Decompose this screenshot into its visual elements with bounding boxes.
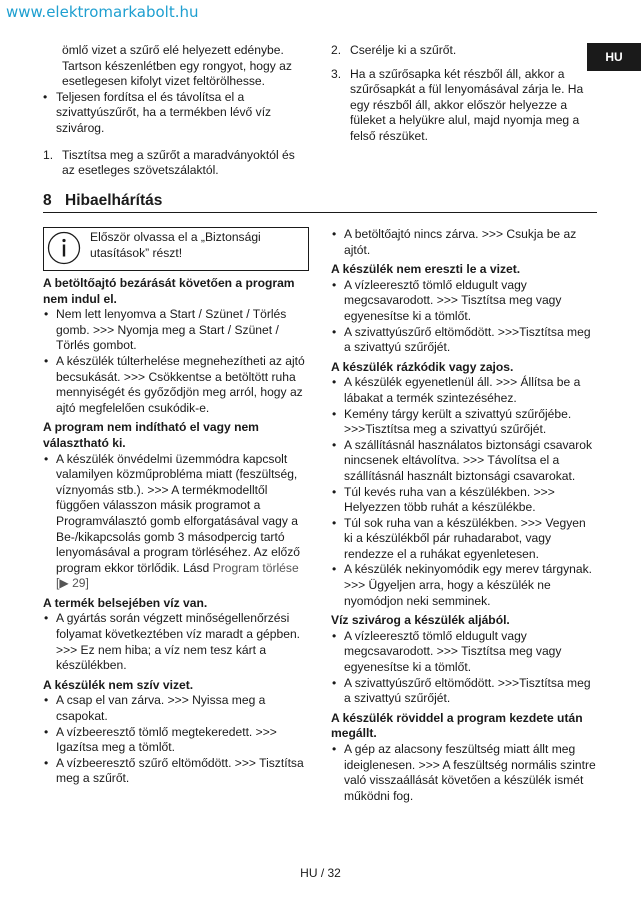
step-text: Cserélje ki a szűrőt. [350, 43, 457, 57]
top-left-column [43, 43, 309, 179]
issue-heading: A termék belsejében víz van. [43, 595, 208, 610]
page-footer: HU / 32 [300, 866, 341, 880]
list-item: • A vízbeeresztő szűrő eltömődött. >>> Tisztítsa meg a szűrőt. [43, 756, 309, 787]
info-icon [47, 231, 81, 270]
safety-notice-text: Először olvassa el a „Biztonsági utasítások” részt! [90, 230, 261, 260]
list-item: • Kemény tárgy került a szivattyú szűrőjébe. >>>Tisztítsa meg a szivattyú szűrőjét. [331, 407, 597, 438]
list-item: • A vízleeresztő tömlő eldugult vagy megcsavarodott. >>> Tisztítsa meg vagy egyenesítse ki a tömlőt. [331, 278, 597, 325]
list-item-text: A készülék önvédelmi üzemmódra kapcsolt valamilyen közműprobléma miatt (feszültség, víznyomás stb.). >>> A termékmodelltől függően válasszon másik programot a Programválasztó gomb elforgatásával vagy a Be-/kikapcsolás gomb 3 másodpercig tartó lenyomásával a program törléséhez. Az előző program ekkor törlődik. Lásd [56, 451, 301, 575]
list-item: • A készülék túlterhelése megnehezítheti az ajtó becsukását. >>> Csökkentse a betöltött ruha mennyiségét és győződjön meg arról, hogy az ajtó megfelelően csukódik-e. [43, 354, 309, 416]
page-reference-number: 29 [72, 576, 86, 591]
list-item: • A betöltőajtó nincs zárva. >>> Csukja be az ajtót. [331, 227, 597, 258]
list-item: • A gyártás során végzett minőségellenőrzési folyamat következtében víz maradt a gépben. >>> Ez nem hiba; a víz nem tesz kárt a készülékben. [43, 611, 309, 673]
step-number: 2. [331, 43, 342, 57]
list-item: • A vízbeeresztő tömlő megtekeredett. >>> Igazítsa meg a tömlőt. [43, 725, 309, 756]
list-item: • A vízleeresztő tömlő eldugult vagy megcsavarodott. >>> Tisztítsa meg vagy egyenesítse ki a tömlőt. [331, 629, 597, 676]
right-column [331, 227, 597, 804]
issue-heading: A készülék nem szív vizet. [43, 677, 194, 692]
cross-reference-link[interactable]: Program törlése [212, 560, 299, 575]
bullet-item: • Teljesen fordítsa el és távolítsa el a szivattyúszűrőt, ha a termékben lévő víz szivárog. [43, 90, 309, 137]
section-title: Hibaelhárítás [65, 192, 163, 209]
list-item: • A készülék egyenetlenül áll. >>> Állítsa be a lábakat a termék szintezéséhez. [331, 375, 597, 406]
list-item: • A csap el van zárva. >>> Nyissa meg a csapokat. [43, 693, 309, 724]
issue-list [43, 693, 309, 787]
section-heading [43, 192, 597, 213]
step-text: Ha a szűrősapka két részből áll, akkor a szűrősapkát a fül lenyomásával zárja le. Ha egy részből áll, akkor először helyezze a füleket a helyükre alul, majd nyomja meg a felső részüket. [350, 66, 584, 143]
page-reference[interactable]: [▶ 29] [56, 576, 89, 591]
issue-list [331, 742, 597, 804]
issue-list [331, 278, 597, 356]
step-text: Tisztítsa meg a szűrőt a maradványoktól és az esetleges szövetszálaktól. [62, 147, 295, 178]
step-1 [43, 148, 309, 179]
safety-notice-box [43, 227, 309, 271]
arrow-right-icon: ▶ [59, 576, 69, 591]
list-item: • Túl sok ruha van a készülékben. >>> Vegyen ki a készülékből pár ruhadarabot, vagy rendezze el a ruhákat egyenletesen. [331, 516, 597, 563]
step-2 [331, 43, 597, 59]
language-tab: HU [587, 43, 641, 71]
issue-list [331, 629, 597, 707]
continued-paragraph: ömlő vizet a szűrő elé helyezett edénybe. Tartson készenlétben egy rongyot, hogy az esetlegesen kifolyt vizet feltörölhesse. [62, 43, 292, 89]
issue-list [331, 375, 597, 609]
issue-list [331, 227, 597, 258]
section-number: 8 [43, 192, 52, 209]
issue-list [43, 611, 309, 673]
step-number: 1. [43, 147, 54, 162]
issue-heading: Víz szivárog a készülék aljából. [331, 613, 510, 628]
list-item: • A szivattyúszűrő eltömődött. >>>Tisztítsa meg a szivattyú szűrőjét. [331, 676, 597, 707]
list-item: • A szállításnál használatos biztonsági csavarok nincsenek eltávolítva. >>> Távolítsa el a szállításnál használt biztonsági csavarokat. [331, 438, 597, 485]
watermark-url[interactable]: www.elektromarkabolt.hu [6, 3, 199, 21]
issue-heading: A program nem indítható el vagy nem választható ki. [43, 420, 259, 450]
list-item: • A gép az alacsony feszültség miatt állt meg ideiglenesen. >>> A feszültség normális szintre való visszaállását követően a készülék ismét működni fog. [331, 742, 597, 804]
list-item: • Túl kevés ruha van a készülékben. >>> Helyezzen több ruhát a készülékbe. [331, 485, 597, 516]
list-item: • A szivattyúszűrő eltömődött. >>>Tisztítsa meg a szivattyú szűrőjét. [331, 325, 597, 356]
issue-heading: A készülék rázkódik vagy zajos. [331, 359, 514, 374]
list-item: • Nem lett lenyomva a Start / Szünet / Törlés gomb. >>> Nyomja meg a Start / Szünet / Törlés gombot. [43, 307, 309, 354]
issue-list [43, 452, 309, 592]
step-3 [331, 67, 597, 145]
top-right-column [331, 43, 597, 145]
issue-heading: A betöltőajtó bezárását követően a program nem indul el. [43, 276, 295, 306]
list-item: • A készülék nekinyomódik egy merev tárgynak. >>> Ügyeljen arra, hogy a készülék ne nyomódjon neki semminek. [331, 562, 597, 609]
issue-heading: A készülék nem ereszti le a vizet. [331, 262, 521, 277]
left-column [43, 227, 309, 787]
list-item [43, 452, 309, 592]
issue-list [43, 307, 309, 416]
issue-heading: A készülék röviddel a program kezdete után megállt. [331, 710, 583, 741]
step-number: 3. [331, 66, 342, 81]
